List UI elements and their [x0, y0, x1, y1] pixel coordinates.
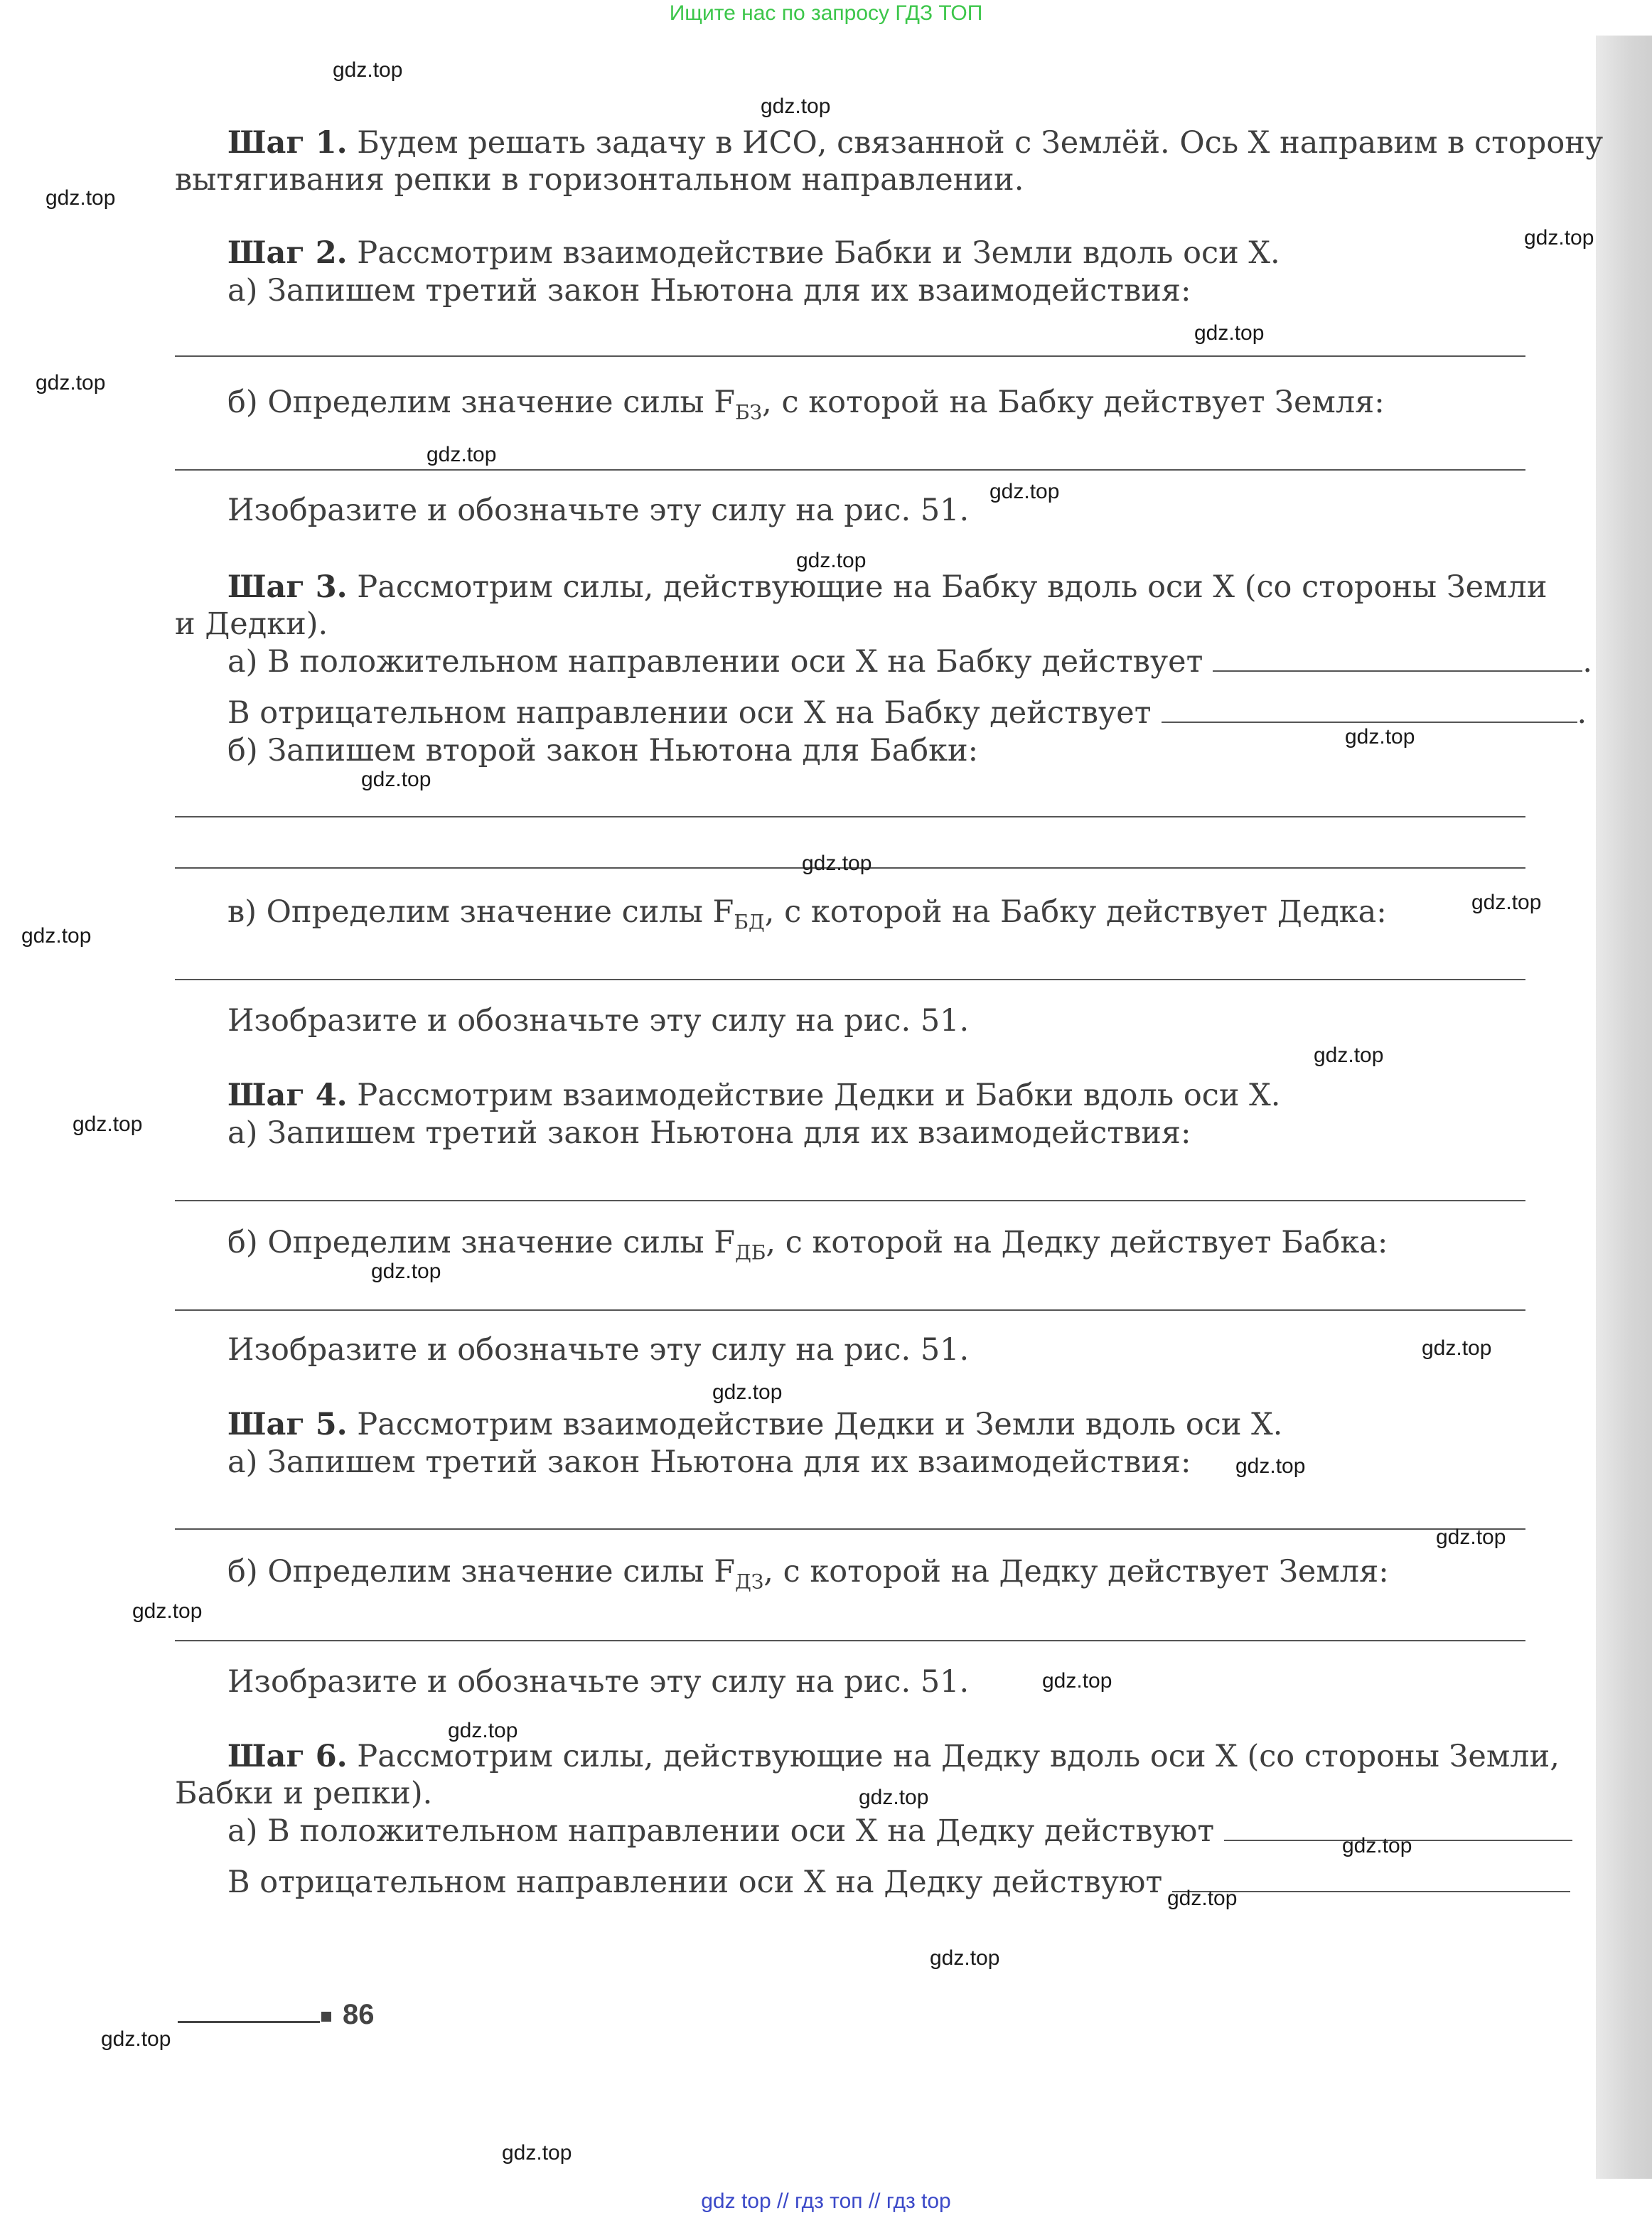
step3-c: в) Определим значение силы $F_{БД}$, с которой на Бабку действует Дедка:	[227, 894, 1387, 934]
watermark: gdz.top	[761, 95, 831, 118]
watermark: gdz.top	[73, 1112, 143, 1136]
watermark: gdz.top	[36, 371, 106, 395]
answer-line[interactable]	[175, 816, 1525, 817]
watermark: gdz.top	[1194, 321, 1265, 345]
step3-b: б) Запишем второй закон Ньютона для Бабки:	[227, 733, 979, 768]
step2-title: Шаг 2. Рассмотрим взаимодействие Бабки и Земли вдоль оси X.	[227, 235, 1280, 271]
step4-draw: Изобразите и обозначьте эту силу на рис. 51.	[227, 1332, 970, 1368]
step4-title: Шаг 4. Рассмотрим взаимодействие Дедки и Бабки вдоль оси X.	[227, 1078, 1281, 1113]
watermark: gdz.top	[101, 2027, 171, 2051]
step1-label: Шаг 1.	[227, 125, 348, 161]
watermark: gdz.top	[361, 768, 431, 791]
watermark: gdz.top	[1167, 1887, 1238, 1910]
watermark: gdz.top	[333, 58, 403, 82]
step3-a2: В отрицательном направлении оси X на Бабку действует .	[227, 695, 1587, 731]
answer-blank[interactable]	[1213, 670, 1582, 672]
watermark: gdz.top	[21, 924, 92, 948]
watermark: gdz.top	[1342, 1834, 1412, 1857]
watermark: gdz.top	[132, 1599, 203, 1623]
watermark: gdz.top	[930, 1946, 1000, 1970]
answer-line[interactable]	[175, 979, 1525, 980]
watermark: gdz.top	[1042, 1669, 1112, 1693]
step5-a: а) Запишем третий закон Ньютона для их взаимодействия:	[227, 1444, 1191, 1480]
watermark: gdz.top	[1235, 1454, 1306, 1478]
watermark: gdz.top	[712, 1380, 783, 1404]
footer-square-icon	[321, 2012, 331, 2022]
step6-label: Шаг 6.	[227, 1739, 348, 1774]
watermark: gdz.top	[802, 852, 872, 875]
answer-line[interactable]	[175, 355, 1525, 357]
step6-title2: Бабки и репки).	[175, 1776, 433, 1811]
step6-a2: В отрицательном направлении оси X на Дедку действуют	[227, 1867, 1570, 1898]
watermark: gdz.top	[1471, 891, 1542, 914]
watermark: gdz.top	[796, 549, 867, 572]
answer-blank[interactable]	[1162, 722, 1577, 723]
answer-line[interactable]	[175, 1640, 1525, 1641]
page-edge-shadow	[1596, 36, 1652, 2179]
watermark: gdz.top	[45, 186, 116, 210]
watermark: gdz.top	[1422, 1336, 1492, 1360]
step3-draw: Изобразите и обозначьте эту силу на рис. 51.	[227, 1003, 970, 1039]
step5-label: Шаг 5.	[227, 1407, 348, 1442]
watermark: gdz.top	[448, 1719, 518, 1742]
watermark: gdz.top	[1524, 226, 1594, 250]
step2-label: Шаг 2.	[227, 235, 348, 271]
step4-label: Шаг 4.	[227, 1078, 348, 1113]
watermark: gdz.top	[1314, 1044, 1384, 1067]
search-banner[interactable]: Ищите нас по запросу ГДЗ ТОП	[669, 1, 983, 25]
watermark: gdz.top	[1345, 725, 1415, 749]
step4-b: б) Определим значение силы $F_{ДБ}$, с которой на Дедку действует Бабка:	[227, 1225, 1388, 1265]
step5-b: б) Определим значение силы $F_{ДЗ}$, с которой на Дедку действует Земля:	[227, 1554, 1389, 1594]
step2-draw: Изобразите и обозначьте эту силу на рис. 51.	[227, 493, 970, 528]
step6-title: Шаг 6. Рассмотрим силы, действующие на Дедку вдоль оси X (со стороны Земли,	[227, 1739, 1560, 1774]
answer-line[interactable]	[175, 1309, 1525, 1311]
step3-title: Шаг 3. Рассмотрим силы, действующие на Бабку вдоль оси X (со стороны Земли	[227, 569, 1548, 605]
watermark: gdz.top	[1436, 1525, 1506, 1549]
step5-draw: Изобразите и обозначьте эту силу на рис. 51.	[227, 1664, 970, 1700]
step3-a1: а) В положительном направлении оси X на Бабку действует .	[227, 644, 1593, 680]
step5-title: Шаг 5. Рассмотрим взаимодействие Дедки и Земли вдоль оси X.	[227, 1407, 1283, 1442]
answer-line[interactable]	[175, 1528, 1525, 1530]
watermark: gdz.top	[502, 2141, 572, 2165]
step1-line1: Шаг 1. Будем решать задачу в ИСО, связанной с Землёй. Ось X направим в сторону	[227, 125, 1604, 161]
step2-a: а) Запишем третий закон Ньютона для их взаимодействия:	[227, 273, 1191, 309]
footer-banner[interactable]: gdz top // гдз топ // гдз top	[701, 2189, 951, 2213]
answer-line[interactable]	[175, 1200, 1525, 1201]
step4-a: а) Запишем третий закон Ньютона для их взаимодействия:	[227, 1115, 1191, 1151]
page-number: 86	[343, 1999, 375, 2030]
footer-rule	[178, 2021, 320, 2023]
watermark: gdz.top	[427, 443, 497, 466]
watermark: gdz.top	[859, 1786, 929, 1809]
watermark: gdz.top	[989, 480, 1060, 503]
watermark: gdz.top	[371, 1260, 441, 1283]
step3-title2: и Дедки).	[175, 606, 328, 642]
step1-line2: вытягивания репки в горизонтальном направлении.	[175, 162, 1024, 198]
step2-b: б) Определим значение силы $F_{БЗ}$, с которой на Бабку действует Земля:	[227, 385, 1385, 424]
answer-line[interactable]	[175, 469, 1525, 471]
step6-a1: а) В положительном направлении оси X на Дедку действуют	[227, 1816, 1572, 1847]
step3-label: Шаг 3.	[227, 569, 348, 605]
